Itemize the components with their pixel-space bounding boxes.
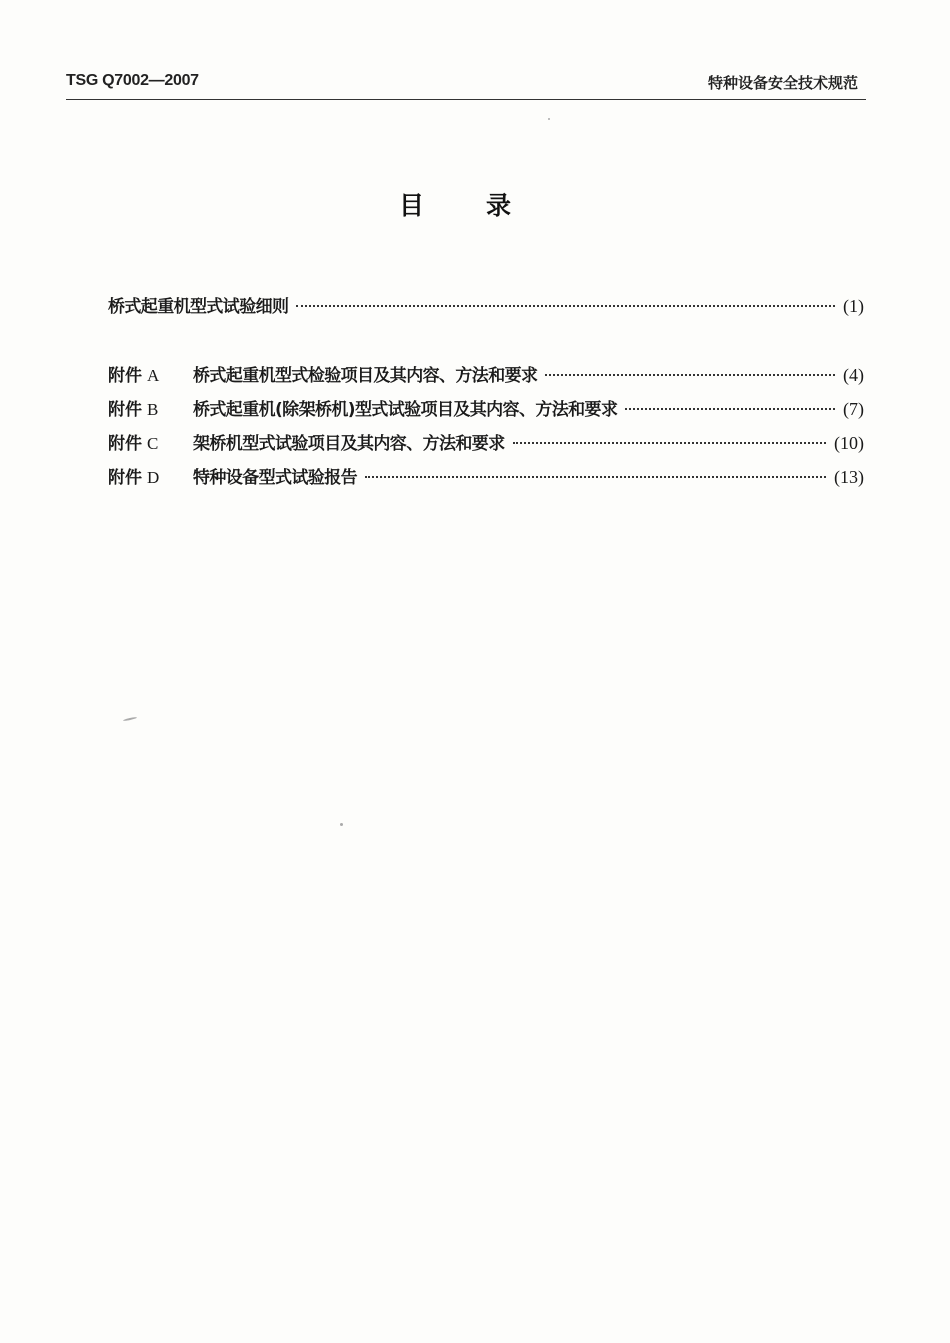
toc-entry-text: 特种设备型式试验报告: [193, 468, 357, 488]
toc-entry-appendix-c[interactable]: [108, 429, 864, 455]
toc-entry-appendix-a[interactable]: [108, 361, 864, 387]
toc-entry-text: 桥式起重机型式检验项目及其内容、方法和要求: [193, 366, 538, 386]
toc-entry-prefix: [108, 361, 193, 386]
appendix-label: 附件: [108, 468, 142, 488]
toc-leader: [545, 374, 835, 376]
scan-speck: [340, 823, 343, 826]
appendix-label: 附件: [108, 400, 142, 420]
toc-entry-prefix: [108, 463, 193, 488]
toc-entry-text: 桥式起重机(除架桥机)型式试验项目及其内容、方法和要求: [193, 400, 618, 420]
toc-leader: [625, 408, 835, 410]
toc-page-number: (7): [843, 399, 864, 419]
toc-entry-appendix-b[interactable]: [108, 395, 864, 421]
toc-leader: [513, 442, 826, 444]
standard-code: TSG Q7002—2007: [66, 72, 199, 89]
scan-speck: [123, 717, 137, 722]
toc-page-number: (13): [834, 467, 864, 487]
running-header: [66, 72, 862, 100]
appendix-letter: A: [147, 366, 160, 385]
appendix-letter: B: [147, 400, 159, 419]
toc-entry-text: 桥式起重机型式试验细则: [108, 297, 289, 317]
appendix-label: 附件: [108, 366, 142, 386]
appendix-letter: D: [147, 468, 160, 487]
toc-entry-main[interactable]: [108, 292, 864, 318]
appendix-letter: C: [147, 434, 159, 453]
scan-speck: [548, 118, 550, 120]
toc-title: 目录: [398, 191, 573, 220]
header-rule: [66, 99, 866, 100]
toc-page-number: (1): [843, 296, 864, 316]
appendix-label: 附件: [108, 434, 142, 454]
toc-page-number: (10): [834, 433, 864, 453]
toc-entry-appendix-d[interactable]: [108, 463, 864, 489]
toc-leader: [365, 476, 826, 478]
toc-entry-prefix: [108, 429, 193, 454]
toc-page-number: (4): [843, 365, 864, 385]
toc-leader: [296, 305, 835, 307]
series-title: 特种设备安全技术规范: [707, 74, 858, 92]
toc-entry-text: 架桥机型式试验项目及其内容、方法和要求: [193, 434, 505, 454]
toc-entry-prefix: [108, 395, 193, 420]
